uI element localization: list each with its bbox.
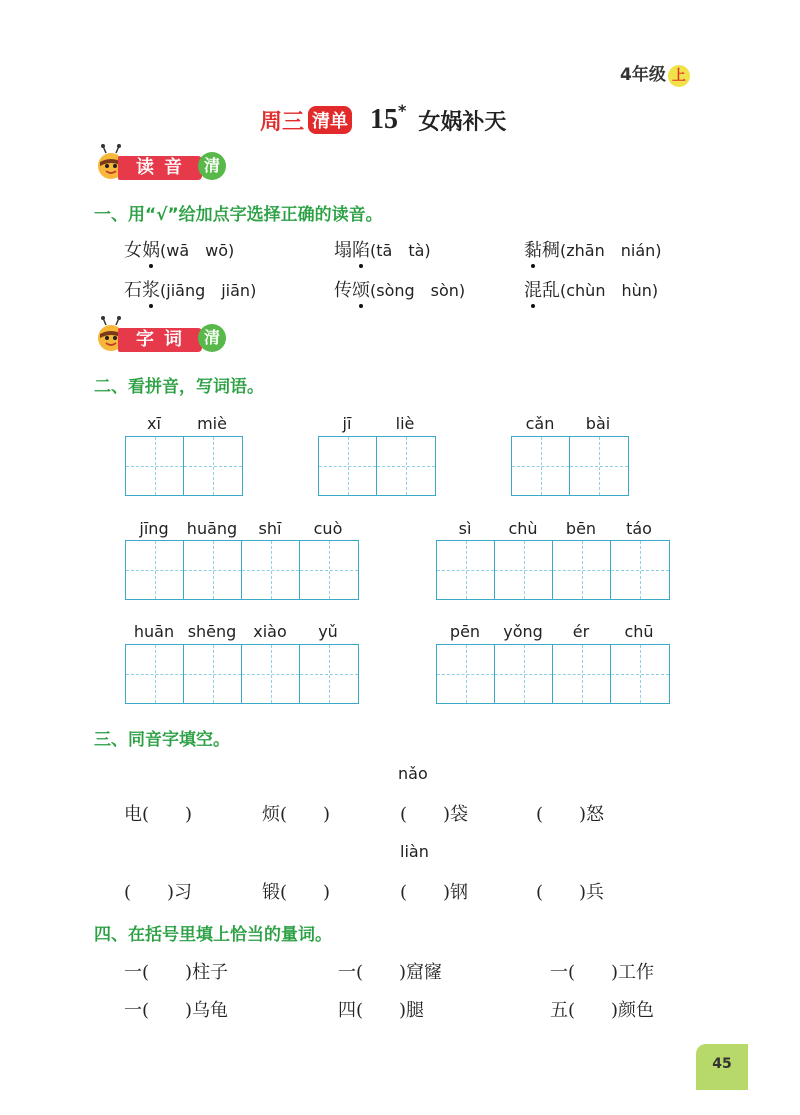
pinyin-hint: nǎo	[398, 764, 428, 783]
grade-badge: 上	[668, 65, 690, 87]
reading-item: 混乱(chùn hùn)	[524, 276, 658, 302]
pinyin-label: pēn	[449, 622, 481, 641]
section-banner-words	[94, 322, 226, 356]
fill-blank-item[interactable]: ( )怒	[536, 804, 605, 825]
measure-word-item[interactable]: 一( )窟窿	[338, 962, 443, 983]
pinyin-label: yǒng	[503, 622, 543, 641]
reading-item: 塌陷(tā tà)	[334, 236, 431, 262]
pinyin-label: cuò	[313, 519, 343, 538]
pinyin-label: xī	[147, 414, 161, 433]
pinyin-label: táo	[626, 519, 652, 538]
section-banner-reading	[94, 150, 226, 184]
writing-grid[interactable]	[125, 540, 359, 600]
banner-badge: 清	[198, 324, 226, 352]
lesson-title: 女娲补天	[418, 108, 507, 135]
fill-blank-item[interactable]: 烦( )	[262, 804, 331, 825]
fill-blank-item[interactable]: 锻( )	[262, 882, 331, 903]
question-4-heading: 四、在括号里填上恰当的量词。	[94, 925, 332, 945]
pinyin-label: sì	[458, 519, 472, 538]
measure-word-item[interactable]: 一( )柱子	[124, 962, 229, 983]
fill-blank-item[interactable]: ( )钢	[400, 882, 469, 903]
question-2-heading: 二、看拼音，写词语。	[94, 377, 264, 397]
writing-grid[interactable]	[436, 644, 670, 704]
pinyin-label: huāng	[186, 519, 238, 538]
pinyin-label: shī	[258, 519, 282, 538]
reading-item: 黏稠(zhān nián)	[524, 236, 662, 262]
question-1-heading: 一、用“√”给加点字选择正确的读音。	[94, 205, 383, 225]
pinyin-label: cǎn	[525, 414, 555, 433]
pinyin-label: liè	[395, 414, 415, 433]
fill-blank-item[interactable]: 电( )	[124, 804, 193, 825]
reading-item: 传颂(sòng sòn)	[334, 276, 465, 302]
pinyin-label: jī	[342, 414, 352, 433]
measure-word-item[interactable]: 一( )工作	[550, 962, 655, 983]
banner-label: 读音	[118, 156, 202, 180]
pinyin-hint: liàn	[400, 842, 429, 861]
page-title	[260, 100, 506, 140]
question-3-heading: 三、同音字填空。	[94, 730, 230, 750]
reading-item: 女娲(wā wō)	[124, 236, 234, 262]
measure-word-item[interactable]: 五( )颜色	[550, 1000, 655, 1021]
fill-blank-item[interactable]: ( )习	[124, 882, 193, 903]
pinyin-label: jīng	[139, 519, 169, 538]
writing-grid[interactable]	[125, 644, 359, 704]
pinyin-label: huān	[133, 622, 175, 641]
pinyin-label: chù	[508, 519, 538, 538]
pinyin-label: ér	[572, 622, 590, 641]
weekday: 周三	[260, 108, 305, 135]
banner-badge: 清	[198, 152, 226, 180]
reading-item: 石浆(jiāng jiān)	[124, 276, 256, 302]
pinyin-label: yǔ	[318, 622, 338, 641]
measure-word-item[interactable]: 一( )乌龟	[124, 1000, 229, 1021]
list-badge: 清单	[308, 106, 352, 134]
page-number: 45	[696, 1044, 748, 1090]
pinyin-label: miè	[197, 414, 227, 433]
pinyin-label: bēn	[565, 519, 597, 538]
pinyin-label: xiào	[253, 622, 287, 641]
writing-grid[interactable]	[125, 436, 243, 496]
grade-label	[620, 60, 690, 87]
writing-grid[interactable]	[436, 540, 670, 600]
pinyin-label: shēng	[187, 622, 237, 641]
pinyin-label: bài	[585, 414, 611, 433]
banner-label: 字词	[118, 328, 202, 352]
grade-text: 4年级	[620, 65, 666, 85]
fill-blank-item[interactable]: ( )兵	[536, 882, 605, 903]
writing-grid[interactable]	[318, 436, 436, 496]
pinyin-label: chū	[624, 622, 654, 641]
fill-blank-item[interactable]: ( )袋	[400, 804, 469, 825]
lesson-mark: *	[398, 100, 407, 120]
measure-word-item[interactable]: 四( )腿	[338, 1000, 425, 1021]
lesson-number: 15	[370, 104, 399, 135]
writing-grid[interactable]	[511, 436, 629, 496]
